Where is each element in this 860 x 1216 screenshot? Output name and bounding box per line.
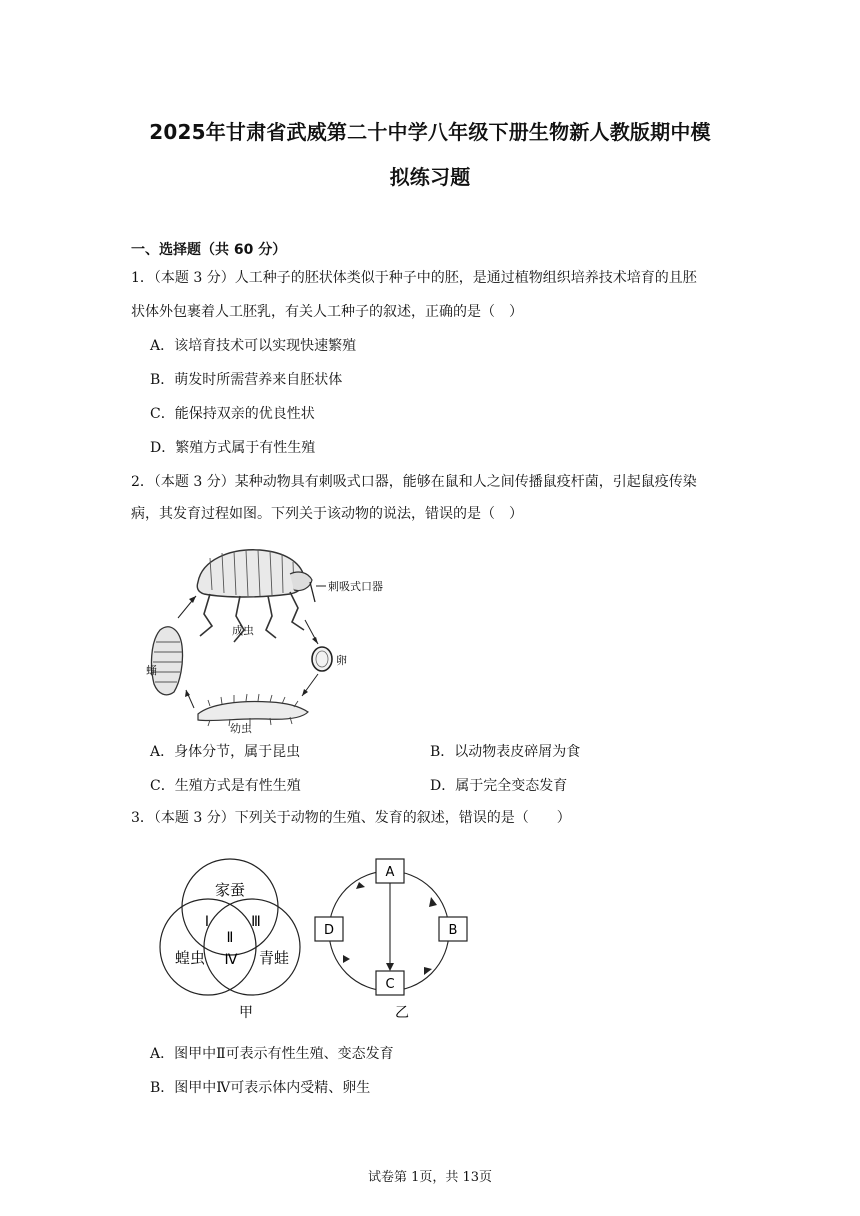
venn-caption: 甲 <box>239 1005 253 1021</box>
page-title-line2: 拟练习题 <box>389 165 471 189</box>
q3-option-b: B．图甲中Ⅳ可表示体内受精、卵生 <box>150 1080 371 1096</box>
page-title-line1: 2025年甘肃省武威第二十中学八年级下册生物新人教版期中模 <box>149 120 711 144</box>
venn-region-3: Ⅲ <box>251 914 261 930</box>
venn-region-4: Ⅳ <box>224 952 238 968</box>
label-pupa: 蛹 <box>146 664 157 677</box>
q2-option-a: A．身体分节，属于昆虫 <box>150 744 301 760</box>
label-adult: 成虫 <box>232 624 254 637</box>
q3-option-a: A．图甲中Ⅱ可表示有性生殖、变态发育 <box>150 1046 394 1062</box>
venn-region-1: Ⅰ <box>204 914 210 930</box>
q2-stem-line1: 2．（本题 3 分）某种动物具有刺吸式口器，能够在鼠和人之间传播鼠疫杆菌，引起鼠疫传染 <box>131 474 697 490</box>
q2-option-b: B．以动物表皮碎屑为食 <box>430 744 581 760</box>
label-larva: 幼虫 <box>230 722 252 735</box>
q1-option-b: B．萌发时所需营养来自胚状体 <box>150 372 343 388</box>
arrowhead-c-to-d <box>343 955 350 963</box>
adult-flea-illustration <box>197 550 315 642</box>
pupa-illustration <box>152 627 183 695</box>
larva-illustration <box>198 694 308 726</box>
q1-option-d: D．繁殖方式属于有性生殖 <box>150 440 316 456</box>
q2-stem-line2: 病，其发育过程如图。下列关于该动物的说法，错误的是（ ） <box>131 506 523 522</box>
arrowhead-a-to-b <box>429 897 437 907</box>
cycle-label-d: D <box>323 923 335 938</box>
cycle-label-c: C <box>385 977 395 992</box>
label-mouthpart: 刺吸式口器 <box>328 580 383 593</box>
q2-option-c: C．生殖方式是有性生殖 <box>150 778 301 794</box>
q1-stem-line2: 状体外包裹着人工胚乳，有关人工种子的叙述，正确的是（ ） <box>131 304 523 320</box>
cycle-label-b: B <box>448 923 458 938</box>
q1-option-c: C．能保持双亲的优良性状 <box>150 406 315 422</box>
cycle-caption: 乙 <box>395 1005 409 1021</box>
venn-region-2: Ⅱ <box>226 930 234 946</box>
arrowhead-d-to-a <box>356 882 365 889</box>
flea-lifecycle-figure <box>140 538 400 734</box>
q1-stem-line1: 1．（本题 3 分）人工种子的胚状体类似于种子中的胚，是通过植物组织培养技术培育的且胚 <box>131 270 697 286</box>
section-heading: 一、选择题（共 60 分） <box>131 242 287 258</box>
q1-option-a: A．该培育技术可以实现快速繁殖 <box>150 338 357 354</box>
egg-illustration <box>312 647 332 671</box>
venn-label-silkworm: 家蚕 <box>214 881 246 899</box>
q3-figures <box>150 845 458 1030</box>
venn-label-frog: 青蛙 <box>258 949 290 967</box>
page-footer: 试卷第 1页，共 13页 <box>367 1170 493 1185</box>
cycle-label-a: A <box>385 865 395 880</box>
label-egg: 卵 <box>336 654 347 667</box>
venn-diagram <box>160 859 300 1021</box>
q2-option-d: D．属于完全变态发育 <box>430 778 568 794</box>
q3-stem: 3．（本题 3 分）下列关于动物的生殖、发育的叙述，错误的是（ ） <box>131 810 571 826</box>
venn-label-locust: 蝗虫 <box>174 949 206 967</box>
cycle-diagram <box>315 859 467 1021</box>
